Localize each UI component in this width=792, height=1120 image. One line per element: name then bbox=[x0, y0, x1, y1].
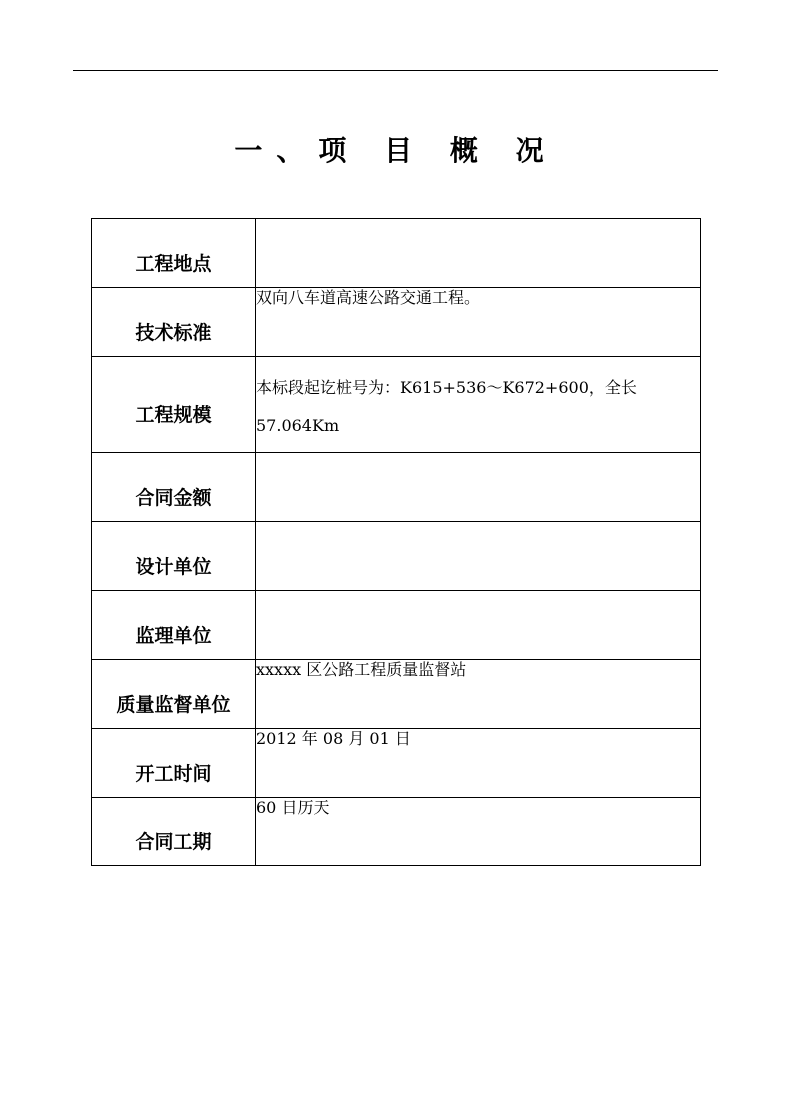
row-value-cell bbox=[256, 660, 701, 729]
row-label: 合同工期 bbox=[135, 831, 212, 853]
row-label-cell bbox=[92, 729, 256, 798]
page-title: 一、项 目 概 况 bbox=[234, 134, 558, 167]
row-label: 工程地点 bbox=[135, 252, 212, 275]
row-value-line: 57.064Km bbox=[256, 416, 340, 435]
row-value-cell bbox=[256, 357, 701, 453]
row-value-cell bbox=[256, 453, 701, 522]
row-value-cell bbox=[256, 729, 701, 798]
row-value-line: 本标段起讫桩号为：K615+536～K672+600，全长 bbox=[256, 378, 637, 397]
table-row bbox=[92, 288, 701, 357]
row-label: 设计单位 bbox=[135, 555, 212, 578]
row-label: 技术标准 bbox=[135, 321, 212, 344]
row-label-cell bbox=[92, 453, 256, 522]
row-label-cell bbox=[92, 660, 256, 729]
row-value-cell bbox=[256, 522, 701, 591]
table-row bbox=[92, 522, 701, 591]
row-label: 质量监督单位 bbox=[116, 693, 231, 716]
table-row bbox=[92, 729, 701, 798]
row-label: 监理单位 bbox=[135, 624, 212, 647]
table-row bbox=[92, 660, 701, 729]
row-label-cell bbox=[92, 522, 256, 591]
row-value-cell bbox=[256, 591, 701, 660]
row-label-cell bbox=[92, 288, 256, 357]
row-label: 工程规模 bbox=[135, 404, 212, 426]
row-value-cell bbox=[256, 288, 701, 357]
row-label: 合同金额 bbox=[135, 486, 212, 509]
row-label: 开工时间 bbox=[135, 762, 212, 785]
project-overview-table bbox=[91, 218, 701, 866]
table-row bbox=[92, 357, 701, 453]
row-label-cell bbox=[92, 219, 256, 288]
table-row bbox=[92, 453, 701, 522]
table-row bbox=[92, 219, 701, 288]
row-value: 双向八车道高速公路交通工程。 bbox=[256, 288, 481, 307]
table-row bbox=[92, 591, 701, 660]
row-value: xxxxx 区公路工程质量监督站 bbox=[256, 660, 467, 679]
row-value-cell bbox=[256, 219, 701, 288]
table-row bbox=[92, 798, 701, 866]
row-value-cell bbox=[256, 798, 701, 866]
row-label-cell bbox=[92, 357, 256, 453]
row-value: 2012 年 08 月 01 日 bbox=[256, 729, 411, 748]
row-value: 60 日历天 bbox=[256, 798, 330, 817]
row-label-cell bbox=[92, 798, 256, 866]
header-rule bbox=[73, 70, 718, 71]
row-label-cell bbox=[92, 591, 256, 660]
